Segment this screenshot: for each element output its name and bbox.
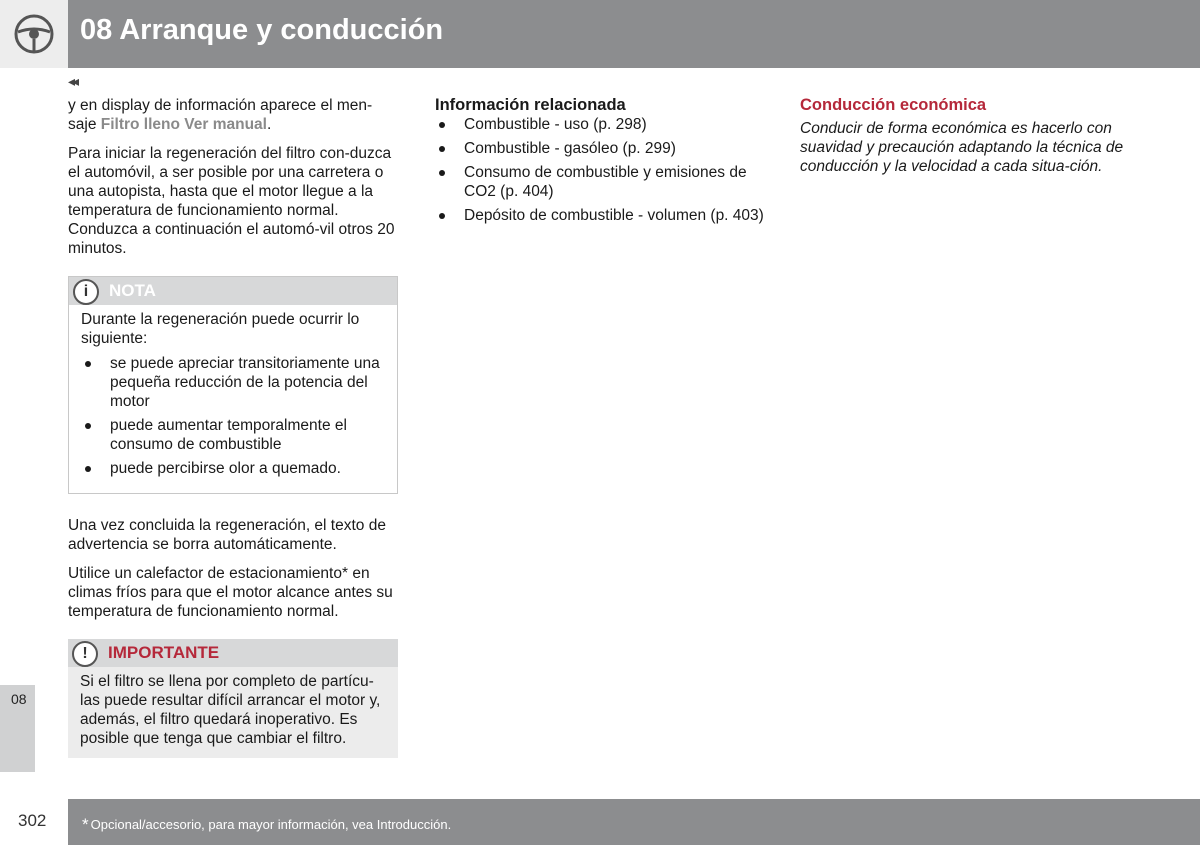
info-icon: i [73,279,99,305]
footer-note [82,815,451,835]
paragraph-warning-cleared: Una vez concluida la regeneración, el texto de advertencia se borra automáticamente. [68,517,386,553]
warning-icon: ! [72,641,98,667]
nota-list [81,354,385,478]
importante-box [68,639,398,758]
nota-title: NOTA [109,281,156,300]
related-info-heading: Información relacionada [435,96,626,114]
paragraph-text: y en display de información aparece el men-saje [68,97,373,133]
chapter-side-tab-label: 08 [11,691,27,707]
footnote-star: * [82,815,89,834]
nota-header [69,277,397,305]
eco-driving-intro: Conducir de forma económica es hacerlo con suavidad y precaución adaptando la técnica de conducción y la velocidad a cada situa-ción. [800,120,1124,175]
continued-marker-icon: ◂◂ [68,73,77,89]
list-item: puede aumentar temporalmente el consumo de combustible [81,416,385,454]
list-item: se puede apreciar transitoriamente una pequeña reducción de la potencia del motor [81,354,385,411]
nota-body [69,305,397,493]
display-message-text: Filtro lleno Ver manual [100,116,267,133]
header-icon-box [0,0,68,68]
chapter-title: 08 Arranque y conducción [80,14,444,46]
related-link[interactable]: Depósito de combustible - volumen (p. 403) [435,206,765,225]
chapter-side-tab[interactable] [0,685,35,772]
related-link[interactable]: Consumo de combustible y emisiones de CO2 (p. 404) [435,163,765,201]
paragraph-text-end: . [266,116,272,133]
footer-note-text: Opcional/accesorio, para mayor información, vea Introducción. [90,817,452,832]
column-right [800,96,1140,186]
page-header [0,0,1200,68]
paragraph-regeneration: Para iniciar la regeneración del filtro con-duzca el automóvil, a ser posible por una carretera o una autopista, hasta que el motor llegue a la temperatura de funcionamiento normal. Conduzca a continuación el automó-vil otros 20 minutos. [68,145,395,257]
nota-box [68,276,398,494]
steering-wheel-icon [14,14,54,54]
nota-intro: Durante la regeneración puede ocurrir lo siguiente: [81,311,360,347]
related-link[interactable]: Combustible - gasóleo (p. 299) [435,139,765,158]
importante-header [68,639,398,667]
paragraph-parking-heater: Utilice un calefactor de estacionamiento* en climas fríos para que el motor alcance antes su temperatura de funcionamiento normal. [68,565,393,620]
page-footer [68,799,1200,845]
list-item: puede percibirse olor a quemado. [81,459,385,478]
related-link[interactable]: Combustible - uso (p. 298) [435,115,765,134]
eco-driving-heading: Conducción económica [800,96,987,114]
column-middle [435,96,765,230]
related-links-list [435,115,765,225]
page-number: 302 [18,811,47,830]
paragraph-display-message [68,96,398,134]
importante-title: IMPORTANTE [108,643,220,662]
column-left [68,96,398,780]
importante-body: Si el filtro se llena por completo de partícu-las puede resultar difícil arrancar el motor y, además, el filtro quedará inoperativo. Es posible que tenga que cambiar el filtro. [80,673,381,747]
